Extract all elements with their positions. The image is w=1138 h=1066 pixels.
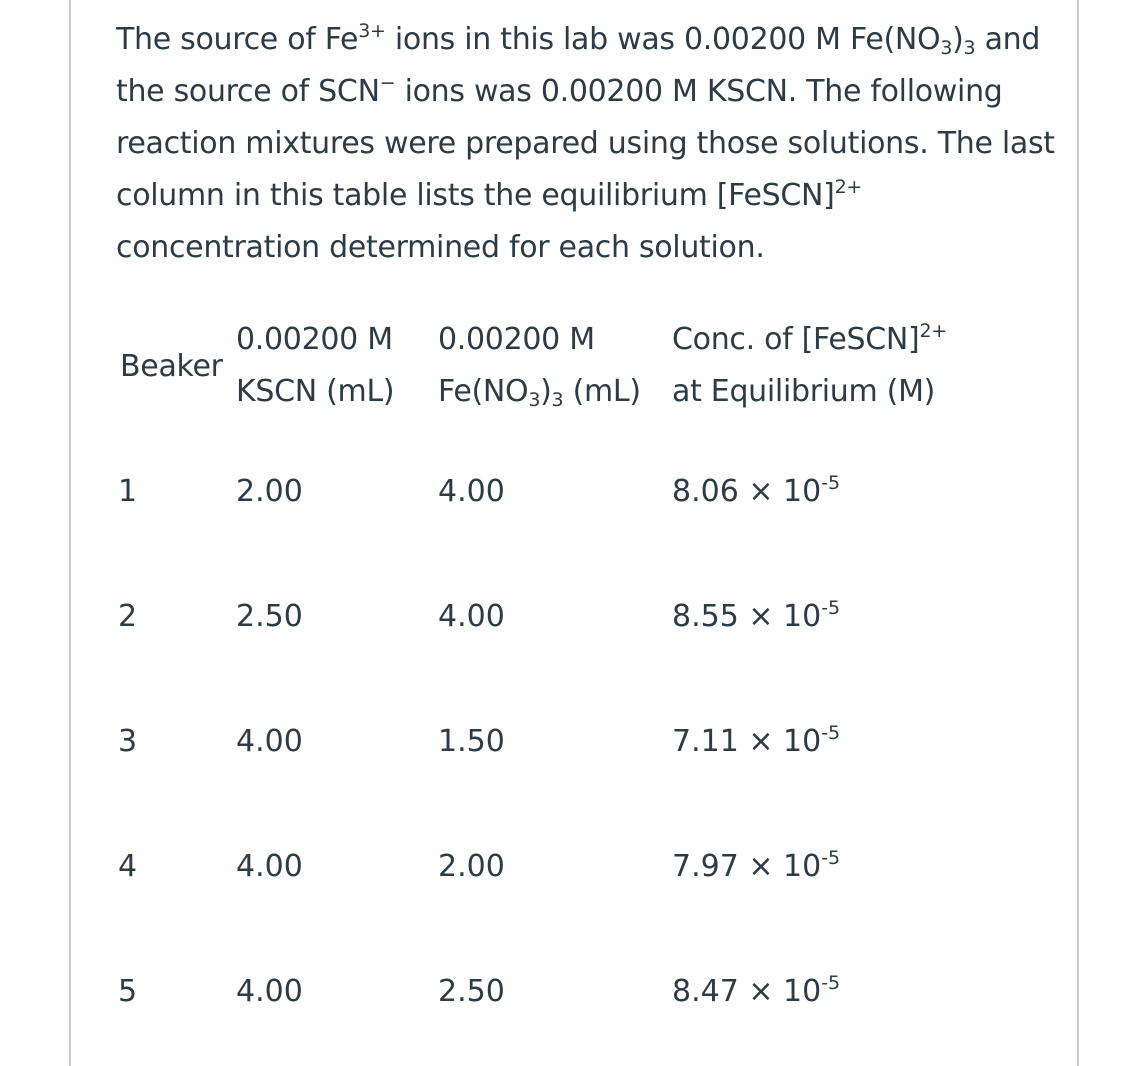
row-1-kscn: 2.00	[236, 474, 303, 509]
row-1-beaker: 1	[118, 474, 138, 509]
row-5-conc: $8.47 \times 10^{-5}$	[672, 972, 841, 1009]
row-5-fe: 2.50	[438, 974, 505, 1009]
row-4-fe: 2.00	[438, 849, 505, 884]
content-frame-left-border	[69, 0, 71, 1066]
question-intro-paragraph: The source of $Fe^{3+}$ ions in this lab was 0.00200 M $Fe(NO_3)_3$ and the source of SCN− ions was 0.00200 M KSCN. The following reaction mixtures were prepared using those solutions. The last column in this table lists the equilibrium [FeSCN]$^{2+}$ concentration determined for each solution.	[116, 20, 1055, 265]
header-fe-line1: 0.00200 M	[438, 322, 595, 357]
header-kscn-line2: KSCN (mL)	[236, 374, 395, 409]
row-4-kscn: 4.00	[236, 849, 303, 884]
row-2-fe: 4.00	[438, 599, 505, 634]
row-3-kscn: 4.00	[236, 724, 303, 759]
row-2-beaker: 2	[118, 599, 138, 634]
row-3-beaker: 3	[118, 724, 138, 759]
row-4-beaker: 4	[118, 849, 138, 884]
row-3-conc: $7.11 \times 10^{-5}$	[672, 722, 841, 759]
header-fe-line2: $Fe(NO_3)_3$ (mL)	[438, 374, 641, 411]
row-5-beaker: 5	[118, 974, 138, 1009]
row-1-fe: 4.00	[438, 474, 505, 509]
header-beaker: Beaker	[120, 349, 223, 384]
row-4-conc: $7.97 \times 10^{-5}$	[672, 847, 841, 884]
row-2-kscn: 2.50	[236, 599, 303, 634]
header-conc-line2: at Equilibrium (M)	[672, 374, 936, 409]
row-1-conc: $8.06 \times 10^{-5}$	[672, 472, 841, 509]
content-frame-right-border	[1077, 0, 1079, 1066]
row-3-fe: 1.50	[438, 724, 505, 759]
header-kscn-line1: 0.00200 M	[236, 322, 393, 357]
row-2-conc: $8.55 \times 10^{-5}$	[672, 597, 841, 634]
header-conc-line1: Conc. of [FeSCN]$^{2+}$	[672, 320, 947, 357]
row-5-kscn: 4.00	[236, 974, 303, 1009]
